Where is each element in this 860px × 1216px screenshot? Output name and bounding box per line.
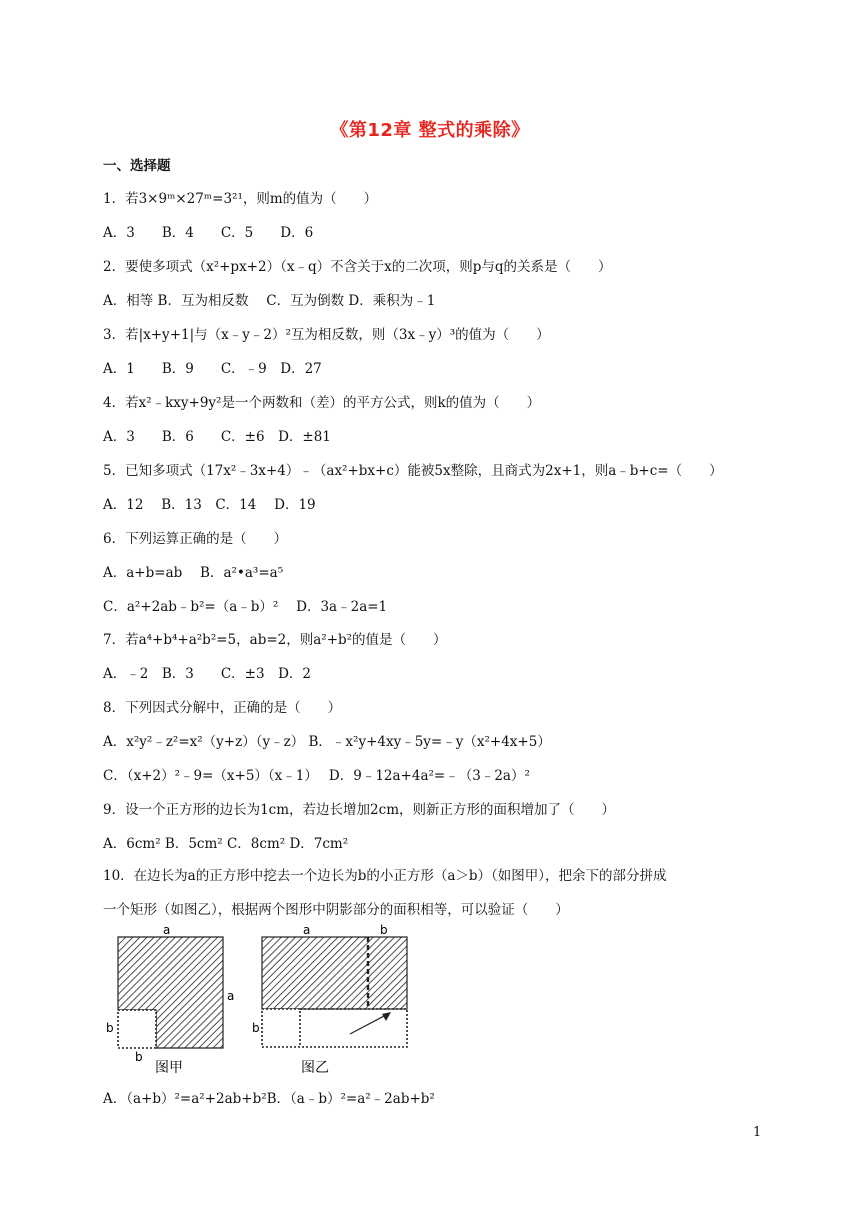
question-2: 2．要使多项式（x²+px+2）（x﹣q）不含关于x的二次项，则p与q的关系是（ ） — [103, 259, 612, 275]
question-2-options: A．相等 B．互为相反数 C．互为倒数 D．乘积为﹣1 — [103, 293, 436, 309]
question-4: 4．若x²﹣kxy+9y²是一个两数和（差）的平方公式，则k的值为（ ） — [103, 395, 541, 411]
figure-jia-label-a-right: a — [227, 989, 235, 1003]
question-1: 1．若3×9ᵐ×27ᵐ=3²¹，则m的值为（ ） — [103, 191, 378, 207]
figure-yi-label-b-left: b — [252, 1021, 260, 1035]
question-6-options-ab: A．a+b=ab B．a²•a³=a⁵ — [103, 565, 284, 581]
question-10-options: A．（a+b）²=a²+2ab+b²B．（a﹣b）²=a²﹣2ab+b² — [103, 1091, 435, 1107]
question-4-options: A．3 B．6 C．±6 D．±81 — [103, 429, 331, 445]
figure-yi-label-b-top: b — [380, 924, 388, 937]
question-8-options-cd: C．（x+2）²﹣9=（x+5）（x﹣1） D．9﹣12a+4a²=﹣（3﹣2a）² — [103, 768, 530, 784]
question-10-line-1: 10．在边长为a的正方形中挖去一个边长为b的小正方形（a＞b）（如图甲），把余下的部分拼成 — [103, 868, 667, 884]
question-6-options-cd: C．a²+2ab﹣b²=（a﹣b）² D．3a﹣2a=1 — [103, 599, 388, 615]
question-7-options: A．﹣2 B．3 C．±3 D．2 — [103, 666, 311, 682]
page-number: 1 — [753, 1125, 762, 1140]
figure-yi-caption: 图乙 — [301, 1060, 329, 1074]
figure-jia-label-b-left: b — [106, 1021, 114, 1035]
question-10-line-2: 一个矩形（如图乙），根据两个图形中阴影部分的面积相等，可以验证（ ） — [103, 902, 569, 918]
figure-jia — [106, 924, 234, 1074]
question-8: 8．下列因式分解中，正确的是（ ） — [103, 700, 342, 716]
figure-jia-label-a-top: a — [163, 924, 171, 937]
question-10-figure — [103, 924, 423, 1074]
question-5-options: A．12 B．13 C．14 D．19 — [103, 497, 316, 513]
question-3: 3．若|x+y+1|与（x﹣y﹣2）²互为相反数，则（3x﹣y）³的值为（ ） — [103, 327, 550, 343]
question-6: 6．下列运算正确的是（ ） — [103, 531, 288, 547]
section-heading: 一、选择题 — [103, 158, 171, 174]
question-9-options: A．6cm² B．5cm² C．8cm² D．7cm² — [103, 836, 349, 852]
question-7: 7．若a⁴+b⁴+a²b²=5，ab=2，则a²+b²的值是（ ） — [103, 632, 447, 648]
question-8-options-ab: A．x²y²﹣z²=x²（y+z）（y﹣z） B．﹣x²y+4xy﹣5y=﹣y（x²+4x+5） — [103, 734, 551, 750]
figure-yi-label-a: a — [303, 924, 311, 937]
question-9: 9．设一个正方形的边长为1cm，若边长增加2cm，则新正方形的面积增加了（ ） — [103, 802, 615, 818]
question-1-options: A．3 B．4 C．5 D．6 — [103, 225, 314, 241]
document-title: 《第12章 整式的乘除》 — [330, 120, 530, 141]
question-3-options: A．1 B．9 C．﹣9 D．27 — [103, 361, 322, 377]
figure-yi — [252, 924, 407, 1074]
question-5: 5．已知多项式（17x²﹣3x+4）﹣（ax²+bx+c）能被5x整除，且商式为2x+1，则a﹣b+c=（ ） — [103, 463, 723, 479]
figure-jia-label-b-bottom: b — [135, 1050, 143, 1064]
figure-jia-caption: 图甲 — [155, 1060, 183, 1074]
